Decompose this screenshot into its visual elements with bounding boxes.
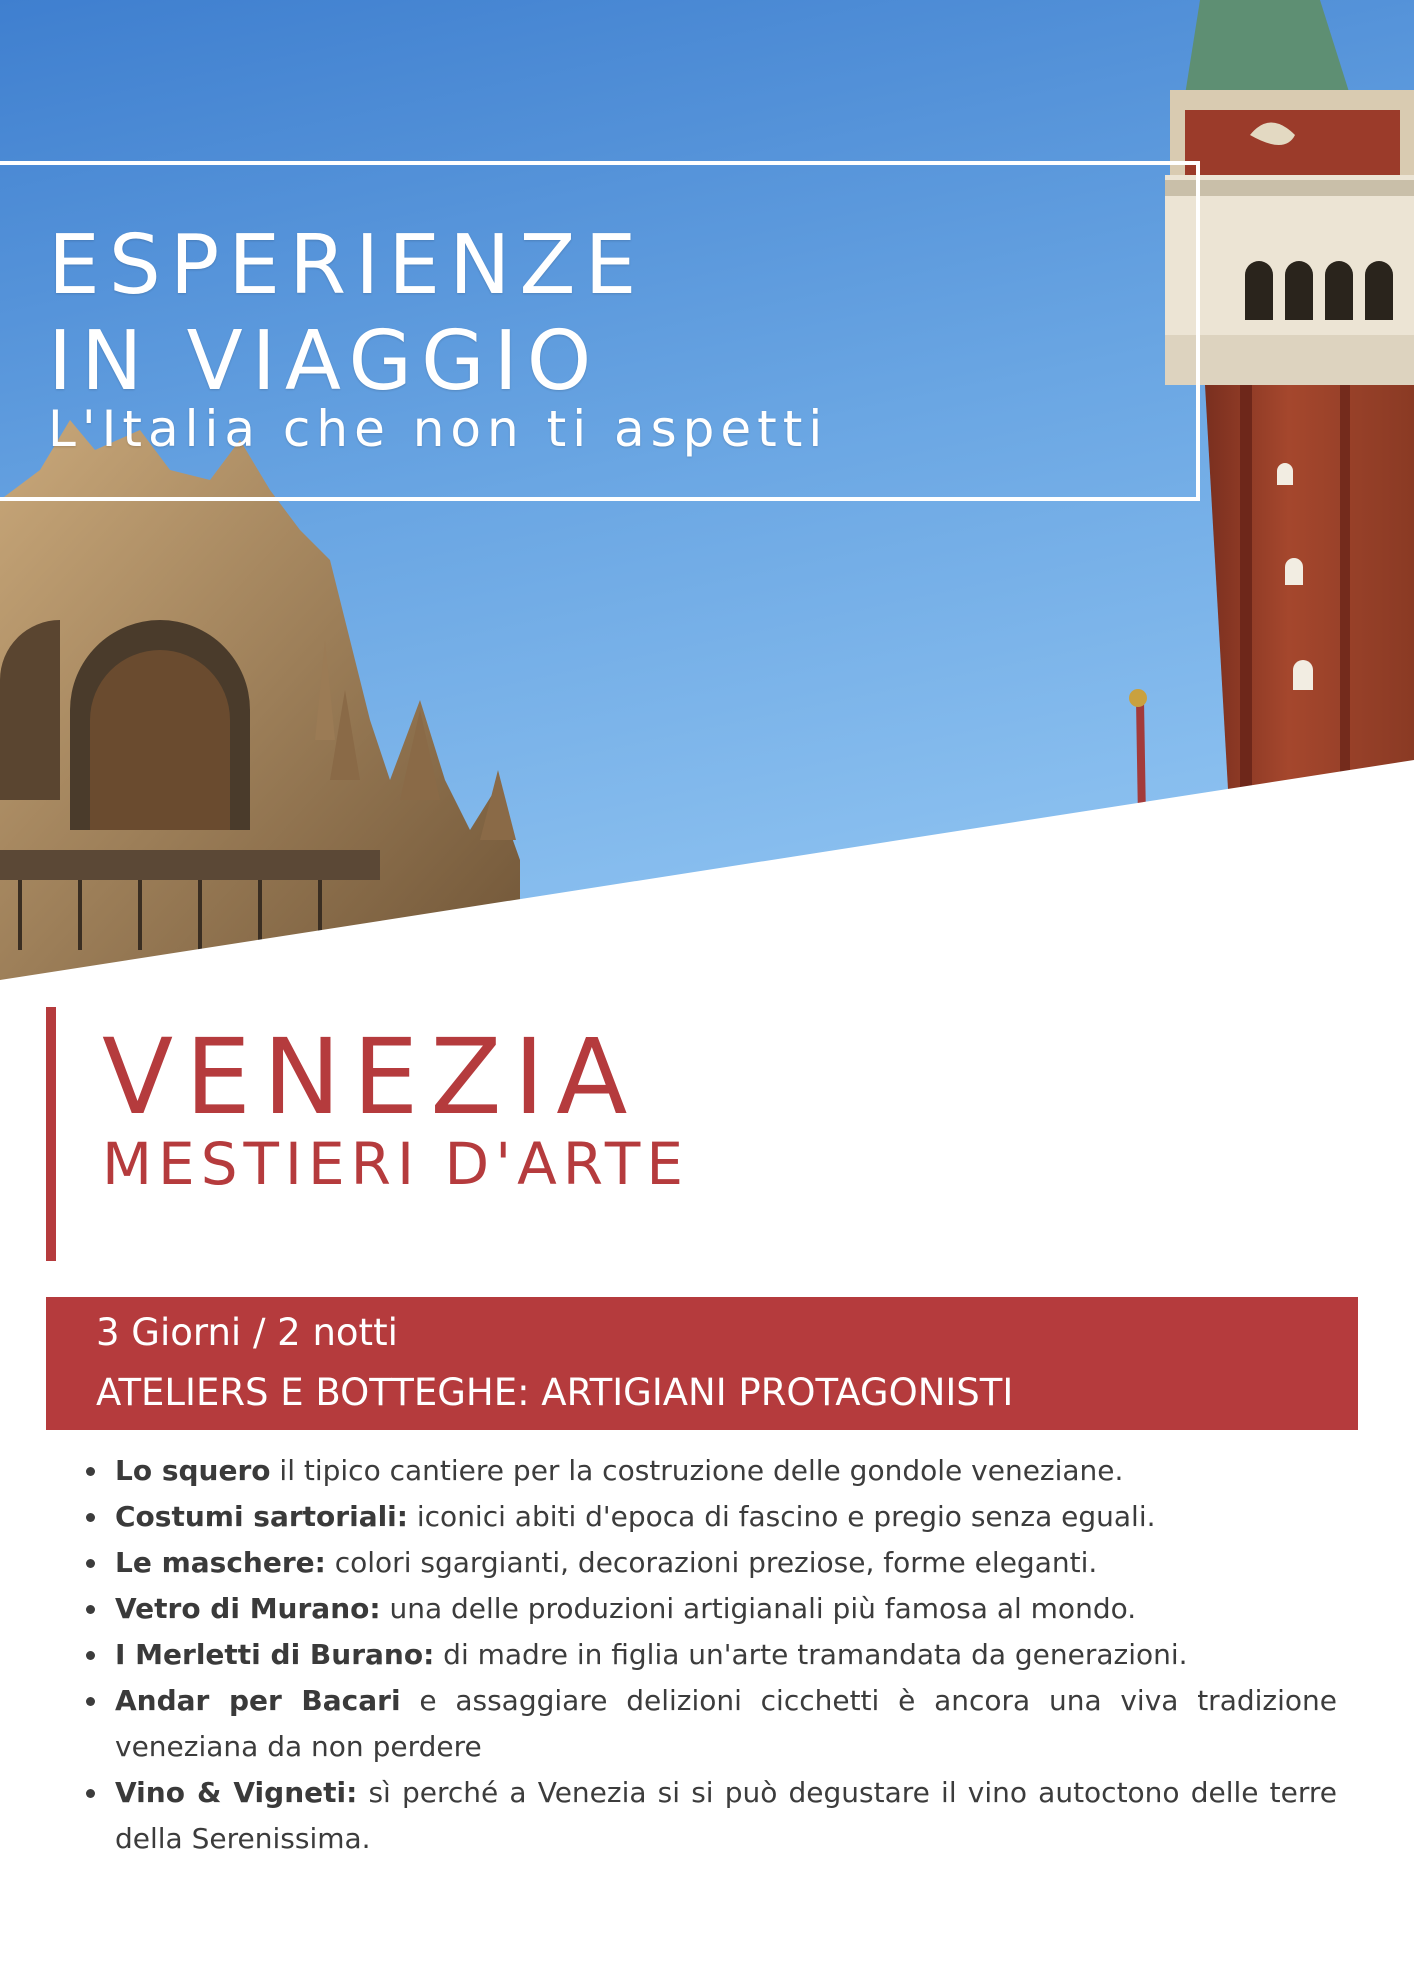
feature-text: sì perché a Venezia si si può degustare il vino autoctono delle terre della Serenissima. [115, 1776, 1338, 1855]
feature-label: Andar per Bacari [115, 1684, 401, 1717]
list-item [82, 1678, 1337, 1770]
list-item [82, 1540, 1337, 1586]
itinerary-banner [46, 1297, 1358, 1430]
header-title-line1: ESPERIENZE [48, 218, 646, 313]
list-item [82, 1448, 1337, 1494]
list-item [82, 1586, 1337, 1632]
feature-label: I Merletti di Burano: [115, 1638, 435, 1671]
feature-label: Le maschere: [115, 1546, 326, 1579]
feature-text: iconici abiti d'epoca di fascino e pregio senza eguali. [407, 1500, 1156, 1533]
feature-text: una delle produzioni artigianali più famosa al mondo. [380, 1592, 1137, 1625]
city-title: VENEZIA [102, 1016, 640, 1138]
feature-text: di madre in figlia un'arte tramandata da generazioni. [434, 1638, 1188, 1671]
itinerary-duration: 3 Giorni / 2 notti [96, 1311, 398, 1354]
city-subtitle: MESTIERI D'ARTE [102, 1130, 689, 1198]
feature-label: Lo squero [115, 1454, 271, 1487]
header-title-line2: IN VIAGGIO [48, 314, 601, 409]
accent-bar [46, 1007, 56, 1261]
feature-label: Vetro di Murano: [115, 1592, 381, 1625]
feature-label: Costumi sartoriali: [115, 1500, 408, 1533]
feature-text: il tipico cantiere per la costruzione delle gondole veneziane. [270, 1454, 1124, 1487]
header-tagline: L'Italia che non ti aspetti [48, 400, 829, 458]
itinerary-theme: ATELIERS E BOTTEGHE: ARTIGIANI PROTAGONISTI [96, 1371, 1014, 1414]
features-list [82, 1448, 1337, 1862]
list-item [82, 1770, 1337, 1862]
feature-label: Vino & Vigneti: [115, 1776, 358, 1809]
list-item [82, 1632, 1337, 1678]
feature-text: colori sgargianti, decorazioni preziose, forme eleganti. [325, 1546, 1098, 1579]
list-item [82, 1494, 1337, 1540]
feature-text: e assaggiare delizioni cicchetti è ancora una viva tradizione veneziana da non perdere [115, 1684, 1337, 1763]
